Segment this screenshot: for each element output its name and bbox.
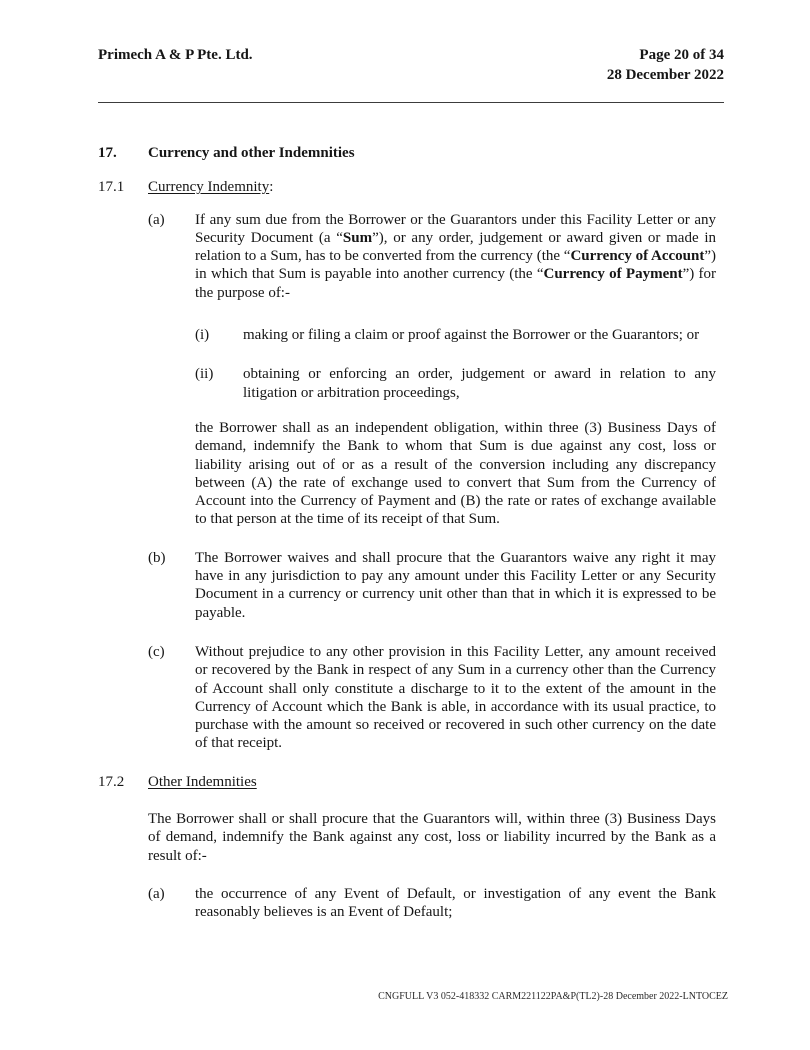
company-name: Primech A & P Pte. Ltd. xyxy=(98,47,253,63)
section-17-1-heading xyxy=(98,178,716,196)
indent-spacer xyxy=(98,549,148,622)
defined-term-sum: Sum xyxy=(342,229,373,246)
section-17-2-title-text: Other Indemnities xyxy=(148,773,257,790)
clause-17-1-c xyxy=(98,643,716,753)
header-page-info xyxy=(607,45,724,85)
clause-17-1-a-marker: (a) xyxy=(148,211,165,228)
clause-17-1-a-tail-text: the Borrower shall as an independent obligation, within three (3) Business Days of demand, indemnify the Bank to whom that Sum is due against any cost, loss or liability arising out of or as a result of the conversion including any discrepancy between (A) the rate of exchange used to convert that Sum from the Currency of Account into the Currency of Payment and (B) the rate or rates of exchange available to that person at the time of its receipt of that Sum. xyxy=(195,419,716,528)
clause-17-2-a-text: the occurrence of any Event of Default, or investigation of any event the Bank reasonably believes is an Event of Default; xyxy=(195,885,716,921)
clause-17-1-c-text: Without prejudice to any other provision in this Facility Letter, any amount received or recovered by the Bank in respect of any Sum in a currency other than the Currency of Account shall only constitute a discharge to it to the extent of the amount in the Currency of Account which the Bank is able, in accordance with its usual practice, to purchase with the amount so received or recovered in such other currency on the date of that receipt. xyxy=(195,643,716,752)
clause-17-1-a-i-text: making or filing a claim or proof against the Borrower or the Guarantors; or xyxy=(243,327,700,344)
indent-spacer xyxy=(98,810,148,865)
section-17-heading xyxy=(98,144,716,162)
defined-term-currency-of-account: Currency of Account xyxy=(570,248,705,265)
indent-spacer xyxy=(98,211,148,529)
clause-17-2-a xyxy=(98,885,716,922)
section-17-1-number: 17.1 xyxy=(98,179,125,196)
clause-17-1-b xyxy=(98,549,716,622)
clause-17-1-b-text: The Borrower waives and shall procure that the Guarantors waive any right it may have in any jurisdiction to pay any amount under this Facility Letter or any Security Document in a currency or currency unit other than that in which it is expressed to be payable. xyxy=(195,549,716,621)
page-number: Page 20 of 34 xyxy=(639,47,724,63)
indent-spacer xyxy=(98,643,148,753)
page-header xyxy=(98,45,724,85)
clause-17-1-a-ii-text: obtaining or enforcing an order, judgement or award in relation to any litigation or arbitration proceedings, xyxy=(243,366,716,401)
clause-17-1-a-body xyxy=(195,211,716,529)
defined-term-currency-of-payment: Currency of Payment xyxy=(543,266,683,283)
clause-17-1-a-ii-marker: (ii) xyxy=(195,366,214,383)
document-reference-footer: CNGFULL V3 052-418332 CARM221122PA&P(TL2)-28 December 2022-LNTOCEZ xyxy=(378,991,728,1002)
clause-17-2-a-row xyxy=(148,885,716,922)
section-17-1-title-colon: : xyxy=(269,179,274,196)
section-17-2-intro-text: The Borrower shall or shall procure that the Guarantors will, within three (3) Business Days of demand, indemnify the Bank against any cost, loss or liability incurred by the Bank as a result of:- xyxy=(148,811,716,864)
clause-17-1-c-row xyxy=(148,643,716,753)
text-run: If any sum due from the Borrower or the Guarantors under this Facility Letter or any Security Document (a “ xyxy=(195,211,716,246)
clause-17-1-a-row xyxy=(148,211,716,529)
text-run: ”) in which that Sum is payable into another currency (the “ xyxy=(195,248,717,283)
section-17-2-title xyxy=(148,773,716,791)
clause-17-2-a-marker: (a) xyxy=(148,885,165,902)
clause-17-1-a xyxy=(98,211,716,529)
clause-17-1-c-marker: (c) xyxy=(148,643,165,660)
section-17-1-title xyxy=(148,178,716,196)
clause-17-1-b-row xyxy=(148,549,716,622)
clause-17-1-a-i xyxy=(195,326,716,344)
clause-17-1-a-ii xyxy=(195,365,716,402)
clause-17-1-a-i-marker: (i) xyxy=(195,327,210,344)
document-date: 28 December 2022 xyxy=(606,67,724,83)
text-run: ”), or any order, judgement or award given or made in relation to a Sum, has to be converted from the currency (the “ xyxy=(195,229,717,265)
section-17-title: Currency and other Indemnities xyxy=(148,145,355,161)
section-17-2-heading xyxy=(98,773,716,791)
indent-spacer xyxy=(98,885,148,922)
text-run: ”) for the purpose of:- xyxy=(195,266,716,301)
section-17-1-title-text: Currency Indemnity xyxy=(148,179,270,196)
clause-17-1-b-marker: (b) xyxy=(148,549,166,566)
section-17-2-intro xyxy=(98,810,716,865)
section-17-2-number: 17.2 xyxy=(98,773,125,790)
section-17-number: 17. xyxy=(98,145,117,161)
clause-17-1-a-text xyxy=(195,211,716,302)
header-divider xyxy=(98,102,724,103)
